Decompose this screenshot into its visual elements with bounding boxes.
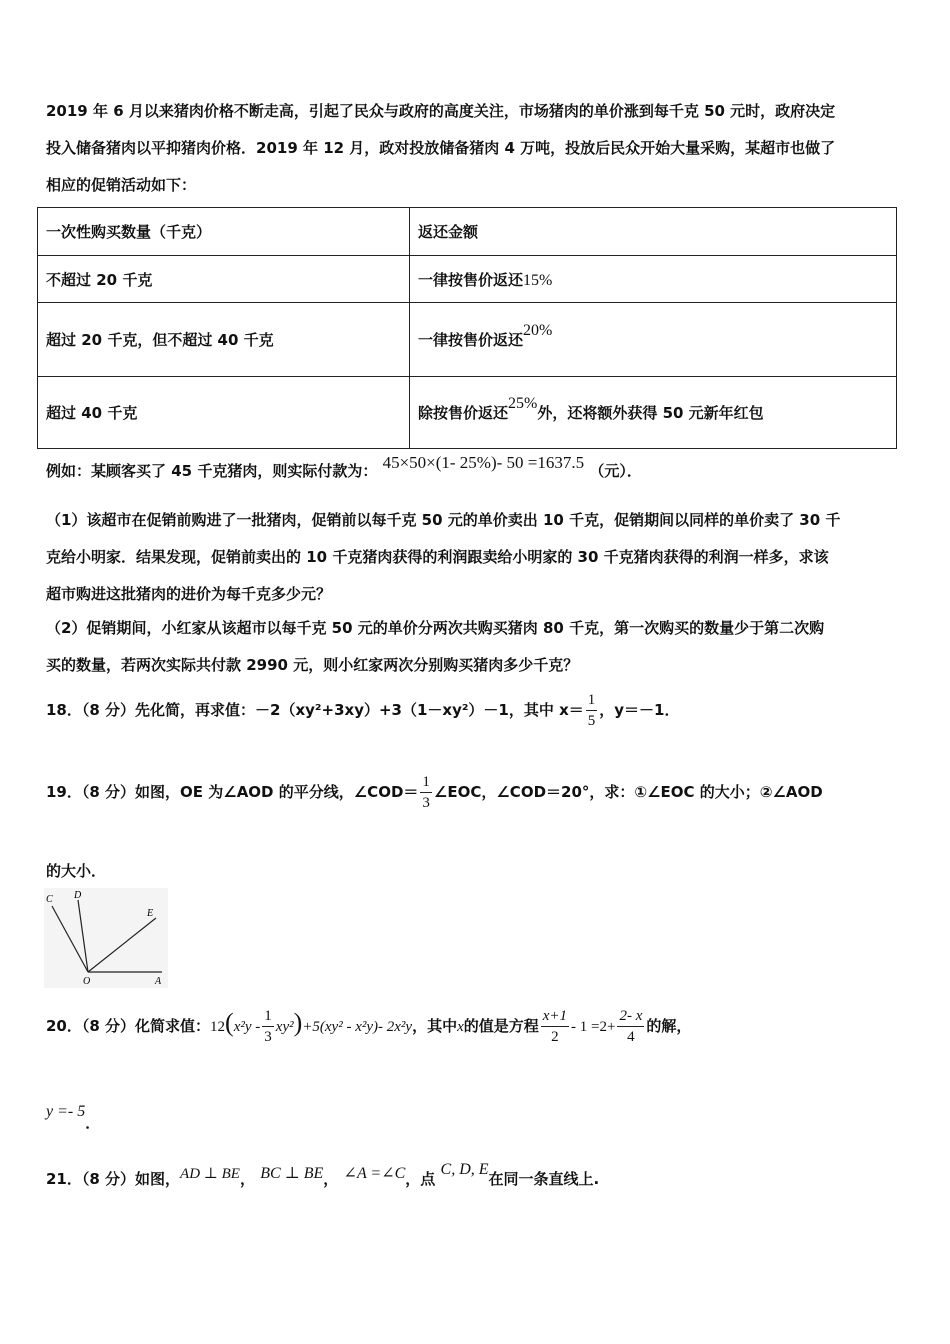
refund-suffix: 外，还将额外获得 50 元新年红包	[537, 404, 764, 422]
p20-line2	[46, 1100, 101, 1132]
refund-percent: 20%	[523, 322, 553, 339]
table-row	[38, 256, 897, 303]
example-formula: 45×50×(1- 25%)- 50 =1637.5	[382, 453, 585, 472]
problem-19	[46, 772, 823, 813]
p21-dot: ，点	[405, 1170, 436, 1188]
p20-mid2: 的值是方程	[463, 1017, 539, 1035]
p20-expr-d: +5(xy² - x²y)- 2x²y	[302, 1019, 413, 1035]
intro-line: 投入储备猪肉以平抑猪肉价格．2019 年 12 月，政对投放储备猪肉 4 万吨，投放后民众开始大量采购，某超市也做了	[46, 139, 836, 157]
frac-denominator: 4	[627, 1029, 635, 1045]
refund-text: 除按售价返还	[418, 404, 509, 422]
p20-expr-coef: 12	[210, 1019, 226, 1035]
label-d: D	[74, 890, 82, 901]
problem-20	[46, 1006, 691, 1047]
p21-label: 21．（8 分）如图，	[46, 1170, 181, 1188]
p19-tail: ∠EOC，∠COD＝20°，求：①∠EOC 的大小；②∠AOD	[433, 783, 823, 801]
p18-fraction	[586, 690, 598, 731]
problem-21	[46, 1161, 600, 1189]
label-o: O	[83, 976, 91, 987]
angle-figure	[44, 888, 168, 988]
p18-tail: ，y＝－1．	[599, 701, 680, 719]
example-prefix: 例如：某顾客买了 45 千克猪肉，则实际付款为：	[46, 462, 378, 480]
refund-percent: 25%	[508, 395, 538, 412]
p20-expr-b: x²y -	[233, 1019, 261, 1035]
p21-points: C, D, E	[440, 1161, 489, 1178]
table-row	[38, 303, 897, 377]
p18-expr: －2（xy²+3xy）+3（1－xy²）－1，其中 x＝	[255, 701, 584, 719]
figure-background	[44, 888, 168, 988]
label-e: E	[147, 908, 154, 919]
frac-numerator: 1	[586, 690, 598, 711]
p21-cond-2: BC ⊥ BE	[260, 1165, 324, 1182]
question-2	[46, 610, 898, 684]
intro-line: 2019 年 6 月以来猪肉价格不断走高，引起了民众与政府的高度关注，市场猪肉的单价涨到每千克 50 元时，政府决定	[46, 102, 836, 120]
frac-denominator: 2	[551, 1029, 559, 1045]
frac-denominator: 3	[422, 795, 430, 811]
frac-numerator: 2- x	[617, 1006, 644, 1027]
table-header-cell: 返还金额	[410, 208, 897, 256]
frac-numerator: 1	[262, 1006, 274, 1027]
example-suffix: （元）．	[589, 462, 642, 480]
refund-cell	[410, 303, 897, 377]
p20-y-value: y =- 5	[46, 1103, 86, 1120]
p20-expr-c: xy²	[275, 1019, 294, 1035]
refund-text: 一律按售价返还	[418, 270, 524, 289]
p20-mid: ，其中	[412, 1017, 458, 1035]
frac-denominator: 3	[264, 1029, 272, 1045]
p21-sep: ，	[323, 1170, 339, 1188]
p20-line2-tail: ．	[85, 1114, 101, 1132]
qty-cell: 超过 40 千克	[38, 377, 410, 449]
p20-close-paren: )	[293, 1008, 303, 1037]
intro-paragraph	[46, 93, 898, 204]
p19-line2: 的大小．	[46, 862, 107, 880]
intro-line: 相应的促销活动如下：	[46, 176, 197, 194]
frac-numerator: x+1	[541, 1006, 569, 1027]
p21-tail: 在同一条直线上.	[488, 1170, 600, 1188]
qty-cell: 不超过 20 千克	[38, 256, 410, 303]
p21-sep: ，	[239, 1170, 255, 1188]
question-1	[46, 502, 898, 613]
p19-fraction	[420, 772, 432, 813]
p21-cond-1: AD ⊥ BE	[180, 1166, 240, 1182]
table-header-row	[38, 208, 897, 256]
p20-open-paren: (	[225, 1008, 234, 1037]
p21-cond-3: ∠A =∠C	[343, 1165, 406, 1182]
p20-fraction	[262, 1006, 274, 1047]
q2-line: （2）促销期间，小红家从该超市以每千克 50 元的单价分两次共购买猪肉 80 千克，第一次购买的数量少于第二次购	[46, 619, 825, 637]
p18-label: 18．（8 分）先化简，再求值：	[46, 701, 256, 719]
promotion-table	[37, 207, 897, 449]
p20-label: 20．（8 分）化简求值：	[46, 1017, 211, 1035]
q1-line: （1）该超市在促销前购进了一批猪肉，促销前以每千克 50 元的单价卖出 10 千克，促销期间以同样的单价卖了 30 千	[46, 511, 841, 529]
frac-denominator: 5	[587, 713, 596, 729]
p20-eq-frac1	[541, 1006, 569, 1047]
example-line	[46, 453, 642, 481]
problem-18	[46, 690, 680, 731]
refund-text: 一律按售价返还	[418, 331, 524, 349]
qty-cell: 超过 20 千克，但不超过 40 千克	[38, 303, 410, 377]
q2-line: 买的数量，若两次实际共付款 2990 元，则小红家两次分别购买猪肉多少千克？	[46, 656, 579, 674]
refund-cell	[410, 256, 897, 303]
label-c: C	[46, 894, 53, 905]
p20-eq-mid: - 1 =2+	[571, 1019, 616, 1035]
p19-label: 19．（8 分）如图，OE 为∠AOD 的平分线，∠COD＝	[46, 783, 419, 801]
refund-cell	[410, 377, 897, 449]
p20-var: x	[457, 1019, 464, 1035]
label-a: A	[155, 976, 162, 987]
q1-line: 超市购进这批猪肉的进价为每千克多少元？	[46, 585, 332, 603]
frac-numerator: 1	[420, 772, 432, 793]
table-row	[38, 377, 897, 449]
table-header-cell: 一次性购买数量（千克）	[38, 208, 410, 256]
refund-percent: 15%	[523, 271, 553, 289]
q1-line: 克给小明家．结果发现，促销前卖出的 10 千克猪肉获得的利润跟卖给小明家的 30 千克猪肉获得的利润一样多，求该	[46, 548, 829, 566]
p20-eq-frac2	[617, 1006, 644, 1047]
p20-tail: 的解，	[646, 1017, 692, 1035]
